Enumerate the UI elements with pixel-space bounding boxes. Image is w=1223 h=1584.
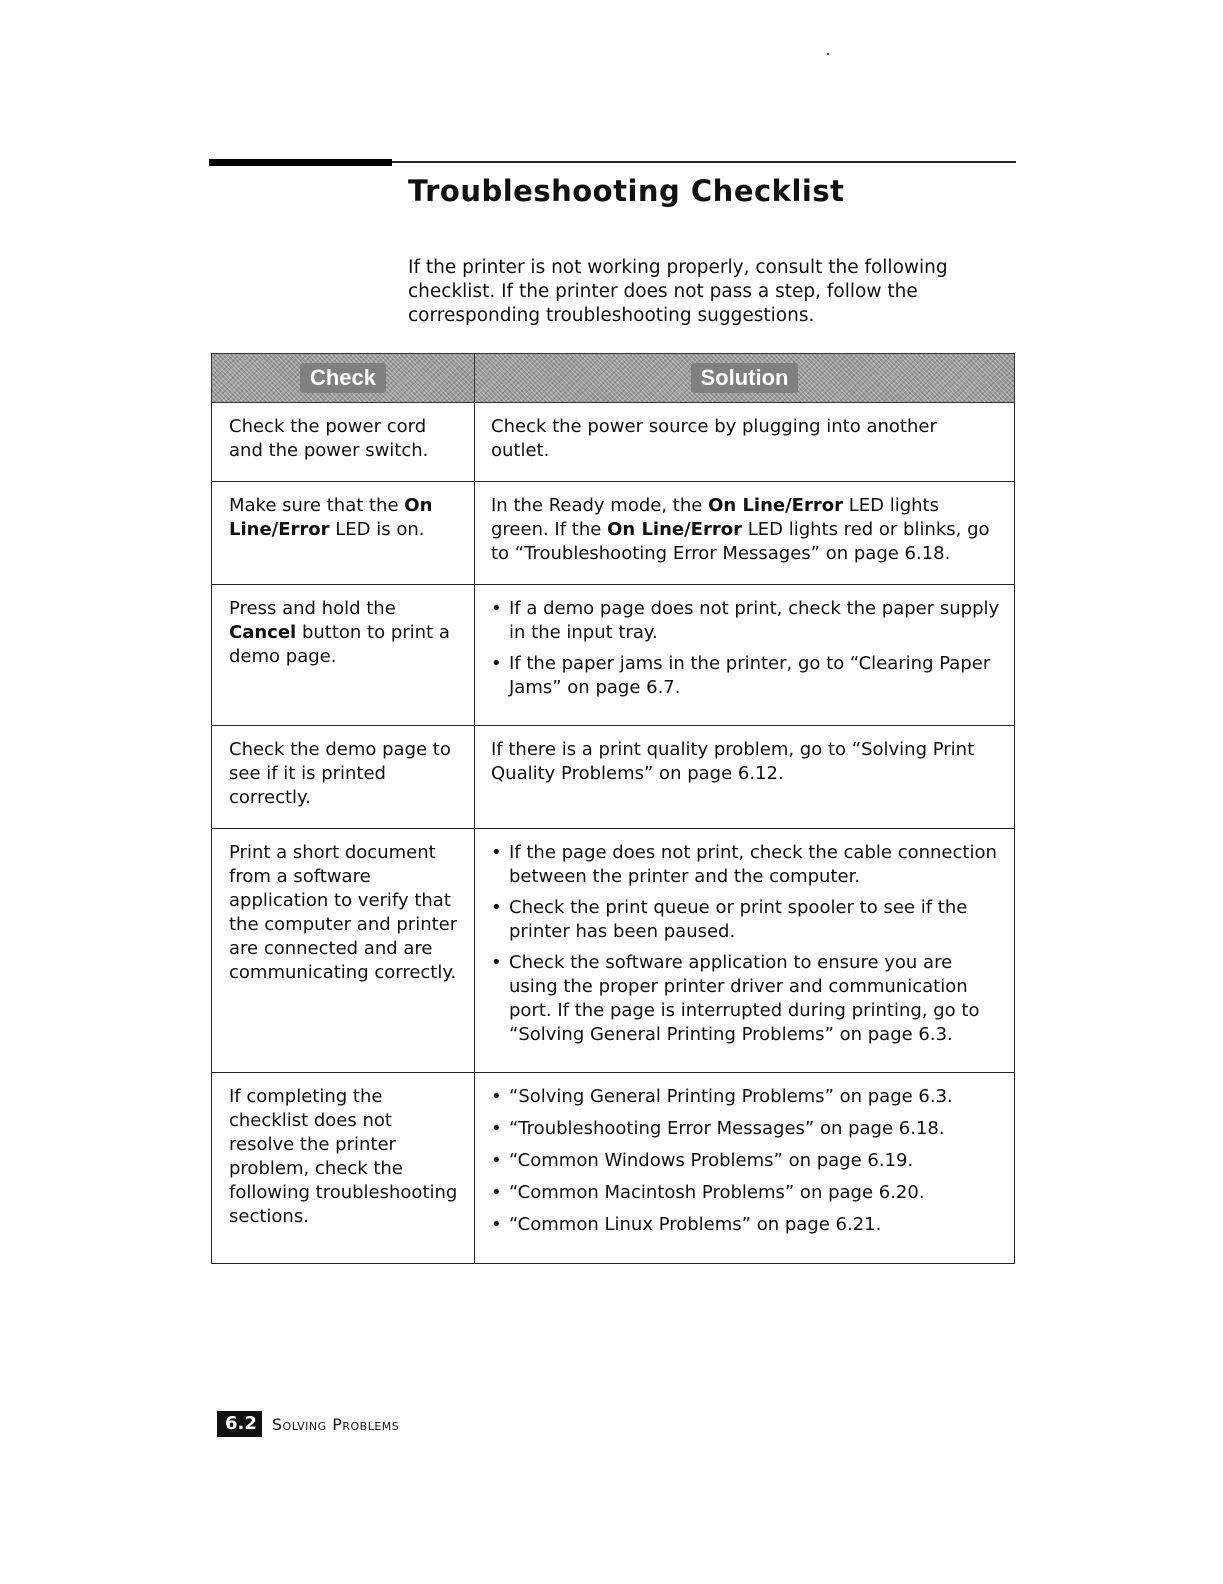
table-row — [212, 1073, 1015, 1264]
solution-column-header — [475, 354, 1015, 403]
solution-cell — [475, 482, 1015, 585]
check-text: LED is on. — [329, 519, 425, 540]
check-header-label: Check — [300, 363, 386, 393]
list-item: • Check the print queue or print spooler to see if the printer has been paused. — [491, 896, 1000, 944]
solution-text: LED lights green. If the — [491, 495, 939, 540]
solution-list — [491, 841, 1000, 1047]
troubleshooting-table — [211, 353, 1015, 1264]
list-item: • If the paper jams in the printer, go to “Clearing Paper Jams” on page 6.7. — [491, 652, 1000, 700]
solution-cell — [475, 1073, 1015, 1264]
solution-text: If there is a print quality problem, go to “Solving Print Quality Problems” on page 6.12. — [491, 739, 975, 784]
header-rule-thin — [392, 161, 1016, 163]
check-text: Check the power cord and the power switch. — [229, 416, 429, 461]
solution-list — [491, 597, 1000, 700]
list-item: • If the page does not print, check the cable connection between the printer and the computer. — [491, 841, 1000, 889]
check-text: If completing the checklist does not resolve the printer problem, check the following troubleshooting sections. — [229, 1086, 458, 1227]
solution-text: Check the power source by plugging into another outlet. — [491, 416, 937, 461]
intro-paragraph: If the printer is not working properly, consult the following checklist. If the printer does not pass a step, follow the corresponding troubleshooting suggestions. — [408, 257, 948, 326]
solution-header-label: Solution — [691, 363, 799, 393]
table-row — [212, 403, 1015, 482]
solution-cell — [475, 403, 1015, 482]
speck — [827, 53, 829, 55]
check-text: Press and hold the — [229, 598, 396, 619]
check-text: Print a short document from a software application to verify that the computer and printer are connected and are communicating correctly. — [229, 842, 458, 983]
check-cell — [212, 829, 475, 1073]
table-row — [212, 829, 1015, 1073]
solution-list — [491, 1085, 1000, 1237]
table-header-row — [212, 354, 1015, 403]
check-text: Make sure that the — [229, 495, 405, 516]
solution-cell — [475, 829, 1015, 1073]
check-text: button to print a demo page. — [229, 622, 450, 667]
table-row — [212, 482, 1015, 585]
list-item: • “Common Linux Problems” on page 6.21. — [491, 1213, 1000, 1237]
check-cell — [212, 1073, 475, 1264]
page-title: Troubleshooting Checklist — [408, 174, 845, 208]
list-item: • “Common Macintosh Problems” on page 6.20. — [491, 1181, 1000, 1205]
solution-cell — [475, 726, 1015, 829]
section-name: Solving Problems — [271, 1414, 400, 1434]
solution-cell — [475, 585, 1015, 726]
check-cell — [212, 403, 475, 482]
list-item: • Check the software application to ensure you are using the proper printer driver and communication port. If the page is interrupted during printing, go to “Solving General Printing Problems” on page 6.3. — [491, 951, 1000, 1047]
check-cell — [212, 585, 475, 726]
header-rule-thick — [209, 159, 392, 166]
list-item: • If a demo page does not print, check the paper supply in the input tray. — [491, 597, 1000, 645]
page-footer — [217, 1411, 399, 1437]
table-row — [212, 726, 1015, 829]
check-cell — [212, 726, 475, 829]
check-text: Check the demo page to see if it is printed correctly. — [229, 739, 451, 808]
check-text-bold: On Line/Error — [229, 495, 433, 540]
list-item: • “Troubleshooting Error Messages” on page 6.18. — [491, 1117, 1000, 1141]
solution-text-bold: On Line/Error — [708, 495, 843, 516]
page-number: 6.2 — [217, 1411, 262, 1437]
table-row — [212, 585, 1015, 726]
check-column-header — [212, 354, 475, 403]
solution-text: In the Ready mode, the — [491, 495, 709, 516]
check-text-bold: Cancel — [229, 622, 297, 643]
solution-text: LED lights red or blinks, go to “Troubleshooting Error Messages” on page 6.18. — [491, 519, 990, 564]
list-item: • “Common Windows Problems” on page 6.19. — [491, 1149, 1000, 1173]
solution-text-bold: On Line/Error — [607, 519, 742, 540]
list-item: • “Solving General Printing Problems” on page 6.3. — [491, 1085, 1000, 1109]
check-cell — [212, 482, 475, 585]
